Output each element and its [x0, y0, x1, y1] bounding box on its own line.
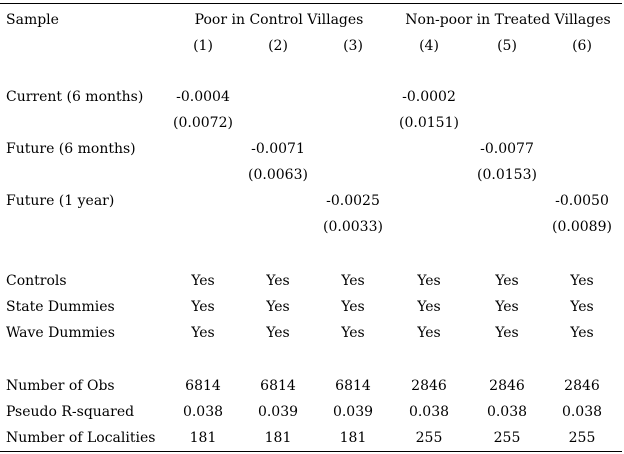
- row-label: Number of Obs: [6, 378, 115, 394]
- table-cell: 0.038: [486, 404, 528, 420]
- table-row-controls: [0, 268, 624, 294]
- row-label: Future (6 months): [6, 141, 136, 157]
- row-label: Controls: [6, 273, 67, 289]
- top-rule: [0, 3, 622, 4]
- standard-error: (0.0151): [399, 115, 459, 131]
- table-cell: Yes: [495, 299, 519, 315]
- header-row: [0, 7, 624, 33]
- table-cell: 255: [493, 430, 521, 446]
- table-row-future6-se: [0, 162, 624, 188]
- column-number: (1): [193, 38, 213, 54]
- row-label: State Dummies: [6, 299, 115, 315]
- column-number: (3): [343, 38, 363, 54]
- coefficient: -0.0025: [326, 193, 380, 209]
- table-row-pseudo-r-squared: [0, 399, 624, 425]
- table-cell: Yes: [495, 325, 519, 341]
- table-row-state-dummies: [0, 294, 624, 320]
- coefficient: -0.0050: [555, 193, 609, 209]
- table-cell: 2846: [489, 378, 525, 394]
- row-label: Future (1 year): [6, 193, 115, 209]
- table-cell: Yes: [417, 325, 441, 341]
- table-row-wave-dummies: [0, 320, 624, 346]
- column-number-row: [0, 33, 624, 59]
- table-cell: 255: [415, 430, 443, 446]
- table-cell: 181: [189, 430, 217, 446]
- group-header-nonpoor-treated: Non-poor in Treated Villages: [405, 12, 611, 28]
- table-cell: Yes: [570, 325, 594, 341]
- table-cell: 0.038: [408, 404, 450, 420]
- table-cell: Yes: [495, 273, 519, 289]
- table-row-current-coef: [0, 84, 624, 110]
- table-cell: 255: [568, 430, 596, 446]
- table-row-future1-coef: [0, 188, 624, 214]
- table-cell: Yes: [417, 299, 441, 315]
- table-cell: 2846: [564, 378, 600, 394]
- standard-error: (0.0063): [248, 167, 308, 183]
- group-header-poor-control: Poor in Control Villages: [194, 12, 364, 28]
- table-cell: Yes: [191, 299, 215, 315]
- standard-error: (0.0089): [552, 219, 612, 235]
- table-cell: Yes: [341, 325, 365, 341]
- table-cell: Yes: [570, 273, 594, 289]
- table-row-future6-coef: [0, 136, 624, 162]
- table-row-future1-se: [0, 214, 624, 240]
- coefficient: -0.0004: [176, 89, 230, 105]
- table-cell: 6814: [335, 378, 371, 394]
- table-cell: Yes: [266, 299, 290, 315]
- column-number: (2): [268, 38, 288, 54]
- row-label: Number of Localities: [6, 430, 156, 446]
- standard-error: (0.0072): [173, 115, 233, 131]
- table-cell: Yes: [417, 273, 441, 289]
- row-label: Pseudo R-squared: [6, 404, 135, 420]
- column-number: (6): [572, 38, 592, 54]
- standard-error: (0.0153): [477, 167, 537, 183]
- table-cell: 0.039: [257, 404, 299, 420]
- column-number: (5): [497, 38, 517, 54]
- coefficient: -0.0002: [402, 89, 456, 105]
- table-cell: 6814: [260, 378, 296, 394]
- standard-error: (0.0033): [323, 219, 383, 235]
- coefficient: -0.0071: [251, 141, 305, 157]
- table-cell: Yes: [266, 325, 290, 341]
- table-cell: Yes: [570, 299, 594, 315]
- coefficient: -0.0077: [480, 141, 534, 157]
- table-row-number-of-localities: [0, 425, 624, 451]
- bottom-rule: [0, 451, 622, 452]
- table-row-current-se: [0, 110, 624, 136]
- table-cell: Yes: [191, 273, 215, 289]
- table-row-number-of-obs: [0, 373, 624, 399]
- table-cell: 0.038: [182, 404, 224, 420]
- table-cell: Yes: [341, 299, 365, 315]
- table-cell: 0.038: [561, 404, 603, 420]
- table-cell: 181: [264, 430, 292, 446]
- table-cell: 181: [339, 430, 367, 446]
- table-cell: 6814: [185, 378, 221, 394]
- table-cell: 2846: [411, 378, 447, 394]
- table-cell: 0.039: [332, 404, 374, 420]
- row-label: Wave Dummies: [6, 325, 115, 341]
- table-cell: Yes: [266, 273, 290, 289]
- table-cell: Yes: [191, 325, 215, 341]
- sample-header: Sample: [6, 12, 59, 28]
- table-cell: Yes: [341, 273, 365, 289]
- row-label: Current (6 months): [6, 89, 144, 105]
- column-number: (4): [419, 38, 439, 54]
